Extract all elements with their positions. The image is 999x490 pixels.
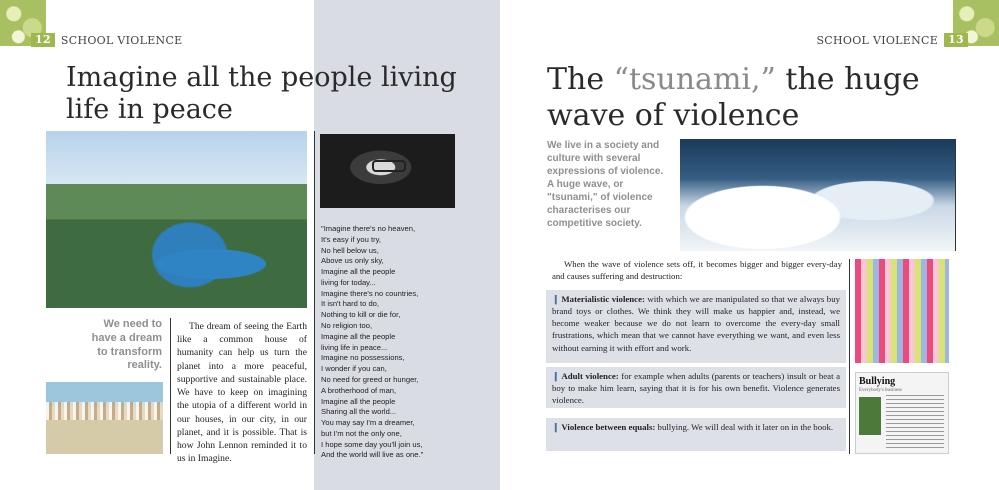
newspaper-title: Bullying (859, 376, 896, 387)
john-lennon-photo (320, 134, 455, 208)
lyric-line: Imagine no possessions, (321, 353, 405, 363)
lake-landscape-photo (46, 131, 307, 308)
lyric-line: Sharing all the world... (321, 407, 397, 417)
imagine-lyrics (321, 224, 496, 461)
crowded-beach-photo (46, 382, 163, 454)
box-marker-icon: ❙ (552, 294, 560, 304)
lyric-line: And the world will live as one." (321, 450, 424, 460)
lyric-line: No hell below us, (321, 245, 379, 255)
lyric-line: No religion too, (321, 321, 373, 331)
lyric-line: Imagine all the people (321, 396, 396, 406)
lyric-line: but I'm not the only one, (321, 428, 402, 438)
ocean-wave-photo (680, 139, 955, 251)
left-body-text: The dream of seeing the Earth like a common house of humanity can help us turn the planet into a more peaceful, supportive and sustainable place. We have to keep on imagining the utopia of a different world in our houses, in our city, in our planet, and it is possible. That is how John Lennon reminded it to us in Imagine. (177, 321, 307, 465)
violence-type-box (546, 418, 846, 451)
right-intro-text: When the wave of violence sets off, it becomes bigger and bigger every-day and causes suffering and destruction: (552, 259, 842, 282)
lyric-line: You may say I'm a dreamer, (321, 418, 415, 428)
box-text: for example when adults (parents or teachers) insult or beat a boy to make him learn, saying that it is for his own benefit. Violence generates violence. (552, 371, 840, 406)
violence-type-box (546, 290, 846, 363)
left-headline: Imagine all the people living life in peace (66, 62, 457, 126)
page-number: 13 (944, 33, 968, 47)
violence-type-box (546, 367, 846, 408)
left-pullquote: We need to have a dream to transform reality. (91, 318, 162, 372)
photo-divider (955, 139, 956, 251)
lyric-line: "Imagine there's no heaven, (321, 224, 416, 233)
lyric-line: I hope some day you'll join us, (321, 439, 423, 449)
box-text: bullying. We will deal with it later on in the book. (655, 422, 834, 432)
lyric-line: I wonder if you can, (321, 364, 387, 374)
page-number: 12 (31, 33, 55, 47)
box-marker-icon: ❙ (552, 422, 560, 432)
newspaper-text-block (886, 395, 944, 449)
newspaper-image (859, 397, 881, 435)
box-term: Violence between equals: (561, 422, 656, 432)
newspaper-subtitle: Everybody's business (859, 388, 902, 393)
lyric-line: It's easy if you try, (321, 234, 381, 244)
lyric-line: living life in peace... (321, 342, 388, 352)
lyric-line: No need for greed or hunger, (321, 374, 419, 384)
box-term: Adult violence: (561, 371, 619, 381)
left-folio (31, 33, 183, 47)
box-text: with which we are manipulated so that we always buy brand toys or clothes. We think they will make us happier and, instead, we become weaker because we do not learn to overcome the every-day small frustrations, which mean that we cannot have everything we want, and even less without earning it with effort and work. (552, 294, 840, 353)
lyric-line: Imagine all the people (321, 267, 396, 277)
lyric-line: Above us only sky, (321, 256, 384, 266)
column-divider (314, 131, 315, 454)
column-divider (170, 318, 171, 454)
lyric-line: living for today... (321, 277, 376, 287)
lyric-line: A brotherhood of man, (321, 385, 397, 395)
box-marker-icon: ❙ (552, 371, 560, 381)
lyric-line: Nothing to kill or die for, (321, 310, 401, 320)
clothing-shop-photo (855, 259, 949, 363)
right-pullquote: We live in a society and culture with several expressions of violence. A huge wave, or "tsunami," of violence characterises our competitive society. (547, 140, 664, 229)
section-title: SCHOOL VIOLENCE (60, 33, 183, 47)
lyric-line: Imagine all the people (321, 331, 396, 341)
headline-part: the huge wave of violence (547, 62, 920, 133)
lyric-line: It isn't hard to do, (321, 299, 380, 309)
lyric-line: Imagine there's no countries, (321, 288, 419, 298)
section-title: SCHOOL VIOLENCE (816, 33, 939, 47)
box-term: Materialistic violence: (561, 294, 645, 304)
headline-accent: “tsunami,” (613, 62, 776, 97)
headline-part: The (547, 62, 614, 97)
right-headline (547, 62, 977, 134)
column-divider (849, 259, 850, 454)
bullying-newspaper-clipping (855, 372, 949, 454)
